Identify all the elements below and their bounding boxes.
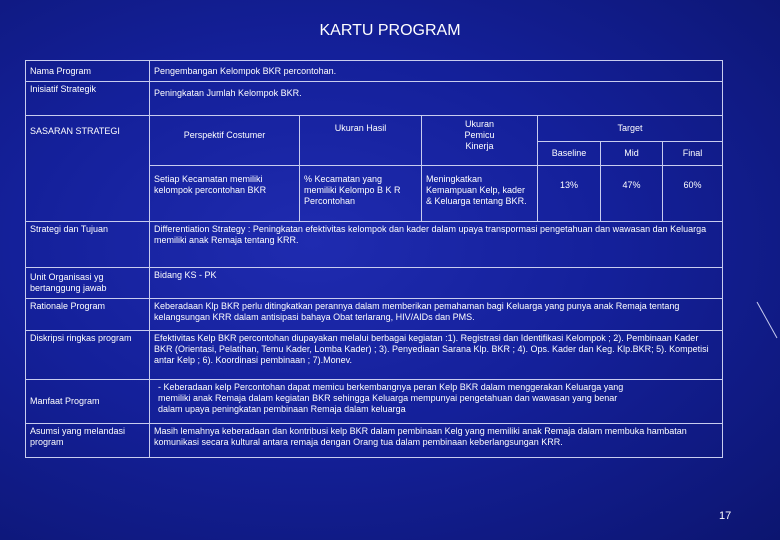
page-number: 17 bbox=[719, 510, 732, 522]
target-header: Target bbox=[538, 116, 723, 142]
ukuran-hasil-header: Ukuran Hasil bbox=[300, 116, 422, 166]
ukuran-hasil-value: % Kecamatan yang memiliki Kelompo B K R Percontohan bbox=[300, 166, 422, 222]
row-manfaat bbox=[26, 380, 723, 424]
baseline-header: Baseline bbox=[538, 142, 601, 166]
row-unit bbox=[26, 268, 723, 299]
diskripsi-value: Efektivitas Kelp BKR percontohan diupayakan melalui berbagai kegiatan :1). Registrasi dan Identifikasi Kelompok ; 2). Pembinaan Kader BKR (Orientasi, Pelatihan, Temu Kader, Lomba Kader) ; 3). Penyediaan Sarana Klp. BKR ; 4). Ops. Kader dan Keg. Klp.BKR; 5). Kompetisi antar Kelp ; 6). Koordinasi pembinaan ; 7).Monev. bbox=[150, 331, 723, 380]
row-inisiatif bbox=[26, 82, 723, 116]
diskripsi-label: Diskripsi ringkas program bbox=[26, 331, 150, 380]
row-strategi bbox=[26, 222, 723, 268]
row-diskripsi bbox=[26, 331, 723, 380]
unit-label: Unit Organisasi yg bertanggung jawab bbox=[26, 268, 150, 299]
inisiatif-value: Peningkatan Jumlah Kelompok BKR. bbox=[150, 82, 723, 116]
nama-program-value: Pengembangan Kelompok BKR percontohan. bbox=[150, 61, 723, 82]
inisiatif-label: Inisiatif Strategik bbox=[26, 82, 150, 116]
asumsi-label: Asumsi yang melandasi program bbox=[26, 424, 150, 458]
strategi-label: Strategi dan Tujuan bbox=[26, 222, 150, 268]
asumsi-value: Masih lemahnya keberadaan dan kontribusi kelp BKR dalam pembinaan Kelg yang memiliki anak Remaja dalam membuka hambatan komunikasi secara kultural antara remaja dengan Orang tua dalam pembinaan keberlangsungan KRR. bbox=[150, 424, 723, 458]
decorative-line bbox=[755, 300, 779, 340]
perspektif-value: Setiap Kecamatan memiliki kelompok percontohan BKR bbox=[150, 166, 300, 222]
mid-value: 47% bbox=[601, 166, 663, 222]
row-sasaran-header-target bbox=[26, 116, 723, 142]
unit-value: Bidang KS - PK bbox=[150, 268, 723, 299]
ukuran-pemicu-header: Ukuran Pemicu Kinerja bbox=[422, 116, 538, 166]
manfaat-label: Manfaat Program bbox=[26, 380, 150, 424]
ukuran-pemicu-value: Meningkatkan Kemampuan Kelp, kader & Keluarga tentang BKR. bbox=[422, 166, 538, 222]
mid-header: Mid bbox=[601, 142, 663, 166]
manfaat-value: - Keberadaan kelp Percontohan dapat memicu berkembangnya peran Kelp BKR dalam menggerakan Keluarga yang memiliki anak Remaja dalam kegiatan BKR sehingga Keluarga mempunyai pengetahuan dan wawasan yang benar dalam upaya peningkatan pembinaan Remaja dalam keluarga bbox=[150, 380, 723, 424]
row-nama-program bbox=[26, 61, 723, 82]
strategi-value: Differentiation Strategy : Peningkatan efektivitas kelompok dan kader dalam upaya transpormasi pengetahuan dan wawasan dan Keluarga memiliki anak Remaja tentang KRR. bbox=[150, 222, 723, 268]
rationale-label: Rationale Program bbox=[26, 299, 150, 331]
baseline-value: 13% bbox=[538, 166, 601, 222]
row-rationale bbox=[26, 299, 723, 331]
nama-program-label: Nama Program bbox=[26, 61, 150, 82]
rationale-value: Keberadaan Klp BKR perlu ditingkatkan perannya dalam memberikan pemahaman bagi Keluarga yang punya anak Remaja tentang kelangsungan KRR dalam antisipasi bahaya Obat terlarang, HIV/AIDs dan PMS. bbox=[150, 299, 723, 331]
final-header: Final bbox=[663, 142, 723, 166]
program-card-table bbox=[25, 60, 723, 458]
page-title: KARTU PROGRAM bbox=[319, 22, 461, 39]
final-value: 60% bbox=[663, 166, 723, 222]
sasaran-label: SASARAN STRATEGI bbox=[26, 116, 150, 222]
perspektif-header: Perspektif Costumer bbox=[150, 116, 300, 166]
row-asumsi bbox=[26, 424, 723, 458]
